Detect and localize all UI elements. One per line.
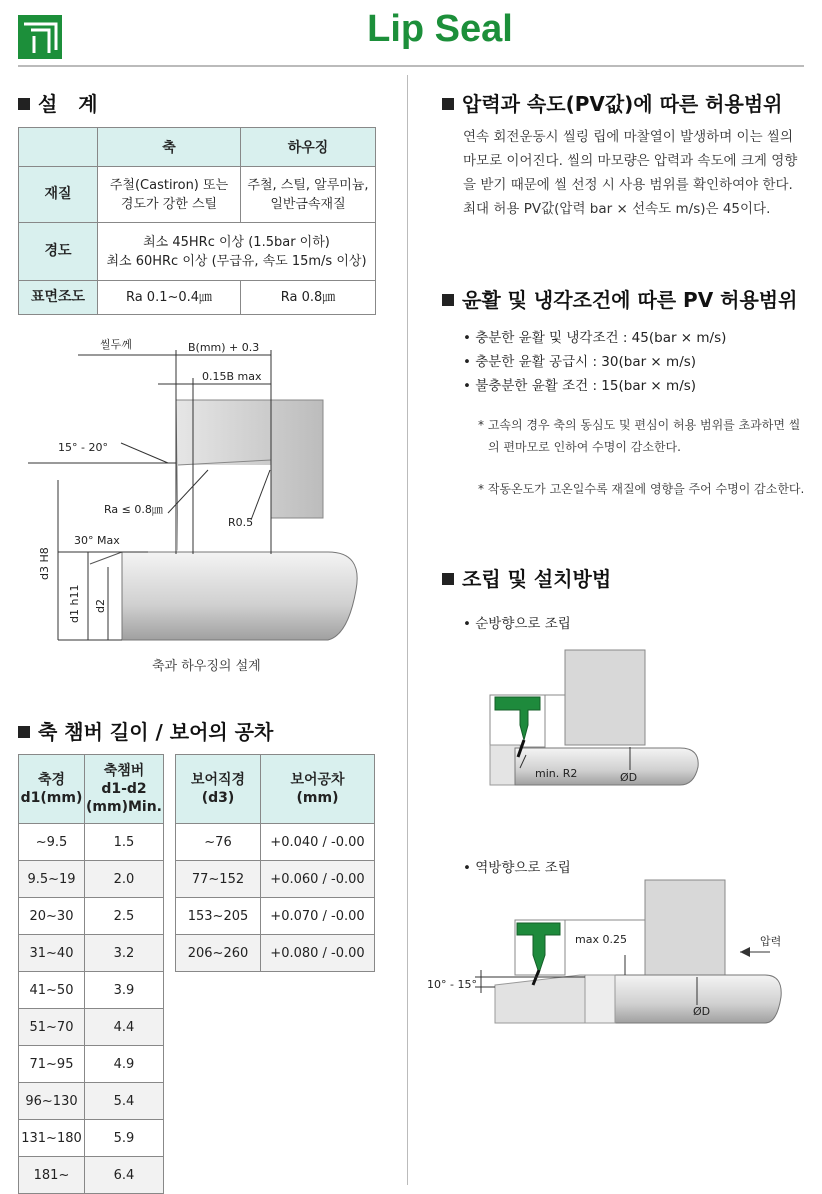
bore-header-tolerance [261, 755, 375, 824]
chamfer-section-title [18, 716, 273, 745]
chamfer-row [19, 1009, 164, 1046]
note-1-line-1: * 고속의 경우 축의 동심도 및 편심이 허용 범위를 초과하면 씰 [478, 418, 801, 432]
reverse-assembly-diagram [425, 875, 790, 1025]
design-diagram-caption: 축과 하우징의 설계 [152, 659, 261, 674]
pv-title-text: 압력과 속도(PV값)에 따른 허용범위 [462, 92, 783, 116]
d1-label: d1 h11 [68, 584, 81, 623]
reverse-assembly-label: • 역방향으로 조립 [463, 860, 571, 876]
chamfer-row [19, 861, 164, 898]
reverse-angle-label: 10° - 15° [427, 978, 477, 991]
chamfer-length-cell: 2.0 [85, 861, 164, 898]
lubrication-bullet-1-text: 충분한 윤활 및 냉각조건 : 45(bar × m/s) [475, 330, 727, 346]
design-row-hardness [19, 223, 376, 281]
chamfer-length-cell: 3.2 [85, 935, 164, 972]
header-divider [18, 65, 804, 67]
chamfer-header-row [19, 755, 164, 824]
lubrication-note-1 [478, 414, 800, 458]
pv-line-1: 연속 회전운동시 씰링 립에 마찰열이 발생하며 이는 씰의 [463, 129, 793, 145]
chamfer-header-chamfer [85, 755, 164, 824]
bore-diameter-cell: ~76 [176, 824, 261, 861]
chamfer-h1-line2: d1(mm) [20, 790, 83, 806]
chamfer-row [19, 1083, 164, 1120]
forward-assembly-label-text: 순방향으로 조립 [475, 616, 571, 632]
angle-label: 15° - 20° [58, 441, 108, 454]
lubrication-bullet-2-text: 충분한 윤활 공급시 : 30(bar × m/s) [475, 354, 697, 370]
bore-diameter-cell: 206~260 [176, 935, 261, 972]
chamfer-row [19, 898, 164, 935]
bore-tolerance-table [175, 754, 375, 972]
bore-row [176, 898, 375, 935]
design-table [18, 127, 376, 315]
brand-logo-icon [18, 15, 62, 59]
assembly-section-title [442, 563, 611, 592]
hardness-line2: 최소 60HRc 이상 (무급유, 속도 15m/s 이상) [106, 253, 367, 269]
lubrication-bullet-2: • 충분한 윤활 공급시 : 30(bar × m/s) [463, 354, 697, 370]
lubrication-section-title [442, 284, 797, 313]
bore-tolerance-cell: +0.080 / -0.00 [261, 935, 375, 972]
chamfer-length-cell: 3.9 [85, 972, 164, 1009]
chamfer-shaft-dia-cell: 20~30 [19, 898, 85, 935]
chamfer-h2-line1: 축챔버 [103, 763, 145, 779]
lubrication-title-text: 윤활 및 냉각조건에 따른 PV 허용범위 [462, 288, 798, 312]
radius-label: R0.5 [228, 516, 254, 529]
chamfer-row [19, 935, 164, 972]
assembly-title-text: 조립 및 설치방법 [462, 567, 612, 591]
bore-h1-line1: 보어직경 [190, 772, 246, 788]
chamfer-h2-line2: d1-d2 [101, 781, 147, 797]
forward-assembly-diagram [480, 645, 705, 795]
chamfer-row [19, 1120, 164, 1157]
design-row-material [19, 167, 376, 223]
chamfer-header-shaft-dia [19, 755, 85, 824]
chamfer-table [18, 754, 164, 1194]
shaft-housing-design-diagram [18, 330, 398, 650]
page-title: Lip Seal [367, 8, 513, 50]
pv-section-title [442, 88, 782, 117]
ra-label: Ra ≤ 0.8㎛ [104, 503, 163, 516]
chamfer-shaft-dia-cell: 41~50 [19, 972, 85, 1009]
chamfer-shaft-dia-cell: 131~180 [19, 1120, 85, 1157]
chamfer-shaft-dia-cell: 9.5~19 [19, 861, 85, 898]
row-label-material: 재질 [19, 167, 98, 223]
chamfer-length-cell: 4.9 [85, 1046, 164, 1083]
chamfer-row [19, 1157, 164, 1194]
hardness-cell [98, 223, 376, 281]
design-header-housing: 하우징 [241, 128, 376, 167]
reverse-pressure-label: 압력 [760, 935, 782, 948]
bore-diameter-cell: 77~152 [176, 861, 261, 898]
lubrication-bullet-3: • 불충분한 윤활 조건 : 15(bar × m/s) [463, 378, 697, 394]
row-label-hardness: 경도 [19, 223, 98, 281]
chamfer-title-text: 축 챔버 길이 / 보어의 공차 [38, 720, 274, 744]
reverse-dia-label: ØD [693, 1005, 711, 1018]
hardness-line1: 최소 45HRc 이상 (1.5bar 이하) [143, 234, 330, 250]
lubrication-bullet-3-text: 불충분한 윤활 조건 : 15(bar × m/s) [475, 378, 697, 394]
material-housing-cell [241, 167, 376, 223]
chamfer-row [19, 972, 164, 1009]
design-row-roughness [19, 281, 376, 315]
chamfer-shaft-dia-cell: ~9.5 [19, 824, 85, 861]
material-shaft-line1: 주철(Castiron) 또는 [109, 177, 229, 193]
design-section-title [18, 88, 98, 117]
bore-diameter-cell: 153~205 [176, 898, 261, 935]
roughness-housing-cell: Ra 0.8㎛ [241, 281, 376, 315]
chamfer-shaft-dia-cell: 51~70 [19, 1009, 85, 1046]
design-table-header-row [19, 128, 376, 167]
chamfer-row [19, 824, 164, 861]
b-max-label: 0.15B max [202, 370, 262, 383]
material-housing-line1: 주철, 스틸, 알루미늄, [247, 177, 369, 193]
bore-tolerance-cell: +0.070 / -0.00 [261, 898, 375, 935]
chamfer-shaft-dia-cell: 181~ [19, 1157, 85, 1194]
chamfer-shaft-dia-cell: 96~130 [19, 1083, 85, 1120]
material-shaft-cell [98, 167, 241, 223]
chamfer-angle-label: 30° Max [74, 534, 120, 547]
d2-label: d2 [94, 599, 107, 613]
design-header-empty [19, 128, 98, 167]
pv-line-2: 마모로 이어진다. 씰의 마모량은 압력과 속도에 크게 영향 [463, 153, 798, 169]
bore-row [176, 935, 375, 972]
bore-h2-line1: 보어공차 [290, 772, 345, 788]
b-dim-label: B(mm) + 0.3 [188, 341, 260, 354]
bore-h2-line2: (mm) [296, 790, 339, 806]
chamfer-length-cell: 6.4 [85, 1157, 164, 1194]
lubrication-note-2: * 작동온도가 고온일수록 재질에 영향을 주어 수명이 감소한다. [478, 482, 805, 496]
pv-line-4: 최대 허용 PV값(압력 bar × 선속도 m/s)은 45이다. [463, 201, 771, 217]
lubrication-bullet-1: • 충분한 윤활 및 냉각조건 : 45(bar × m/s) [463, 330, 727, 346]
material-housing-line2: 일반금속재질 [270, 196, 346, 212]
row-label-roughness: 표면조도 [19, 281, 98, 315]
design-title-text: 설 계 [38, 92, 98, 116]
forward-assembly-label: • 순방향으로 조립 [463, 616, 571, 632]
material-shaft-line2: 경도가 강한 스틸 [120, 196, 218, 212]
chamfer-length-cell: 4.4 [85, 1009, 164, 1046]
pv-paragraph [463, 125, 797, 221]
bore-row [176, 824, 375, 861]
bore-header-diameter [176, 755, 261, 824]
chamfer-shaft-dia-cell: 31~40 [19, 935, 85, 972]
chamfer-row [19, 1046, 164, 1083]
design-header-shaft: 축 [98, 128, 241, 167]
chamfer-length-cell: 5.4 [85, 1083, 164, 1120]
column-divider [407, 75, 408, 1185]
chamfer-h1-line1: 축경 [37, 772, 66, 788]
roughness-shaft-cell: Ra 0.1~0.4㎛ [98, 281, 241, 315]
bore-row [176, 861, 375, 898]
pv-line-3: 을 받기 때문에 씰 선정 시 사용 범위를 확인하여야 한다. [463, 177, 793, 193]
seal-thickness-label: 씰두께 [100, 338, 132, 351]
bore-tolerance-cell: +0.060 / -0.00 [261, 861, 375, 898]
chamfer-length-cell: 2.5 [85, 898, 164, 935]
bore-tolerance-cell: +0.040 / -0.00 [261, 824, 375, 861]
chamfer-shaft-dia-cell: 71~95 [19, 1046, 85, 1083]
bore-header-row [176, 755, 375, 824]
chamfer-h2-line3: (mm)Min. [86, 799, 162, 815]
forward-dia-label: ØD [620, 771, 638, 784]
reverse-max-label: max 0.25 [575, 933, 627, 946]
reverse-assembly-label-text: 역방향으로 조립 [475, 860, 571, 876]
forward-radius-label: min. R2 [535, 767, 578, 780]
d3-label: d3 H8 [38, 547, 51, 580]
bore-h1-line2: (d3) [201, 790, 235, 806]
chamfer-length-cell: 1.5 [85, 824, 164, 861]
note-1-line-2: 의 편마모로 인하여 수명이 감소한다. [488, 440, 681, 454]
chamfer-length-cell: 5.9 [85, 1120, 164, 1157]
